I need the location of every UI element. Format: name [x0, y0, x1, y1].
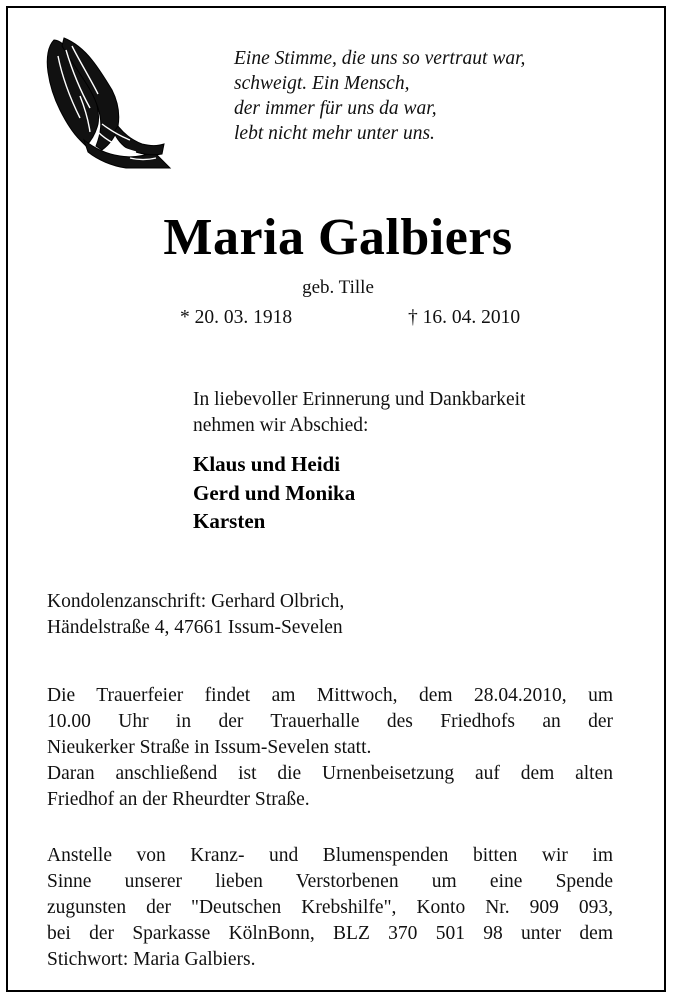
poem — [234, 46, 634, 146]
birth-date: * 20. 03. 1918 — [180, 307, 293, 328]
farewell-line: nehmen wir Abschied: — [193, 415, 369, 436]
donation-line: zugunsten der "Deutschen Krebshilfe", Konto Nr. 909 093, — [47, 897, 613, 918]
ceremony-line: Daran anschließend ist die Urnenbeisetzung auf dem alten — [47, 763, 613, 784]
ceremony-notice — [47, 683, 613, 813]
poem-line: schweigt. Ein Mensch, — [234, 73, 410, 94]
poem-line: Eine Stimme, die uns so vertraut war, — [234, 48, 526, 69]
donation-line: Anstelle von Kranz- und Blumenspenden bitten wir im — [47, 845, 613, 866]
mourner-name: Gerd und Monika — [193, 480, 356, 505]
mourner-name: Karsten — [193, 509, 266, 533]
mourners-list — [193, 450, 593, 536]
maiden-name: geb. Tille — [302, 277, 374, 298]
farewell-line: In liebevoller Erinnerung und Dankbarkeit — [193, 389, 526, 410]
donation-line: Stichwort: Maria Galbiers. — [47, 949, 256, 970]
poem-line: lebt nicht mehr unter uns. — [234, 123, 435, 144]
death-date: † 16. 04. 2010 — [408, 307, 521, 328]
ceremony-line: Friedhof an der Rheurdter Straße. — [47, 789, 310, 810]
donation-notice — [47, 843, 613, 973]
condolence-address — [47, 589, 613, 641]
condolence-line: Kondolenzanschrift: Gerhard Olbrich, — [47, 591, 345, 612]
ceremony-line: Die Trauerfeier findet am Mittwoch, dem 28.04.2010, um — [47, 685, 613, 706]
condolence-line: Händelstraße 4, 47661 Issum-Sevelen — [47, 617, 343, 638]
deceased-name: Maria Galbiers — [163, 209, 513, 266]
mourner-name: Klaus und Heidi — [193, 452, 341, 476]
ceremony-line: Nieukerker Straße in Issum-Sevelen statt. — [47, 737, 372, 758]
donation-line: Sinne unserer lieben Verstorbenen um eine Spende — [47, 871, 613, 892]
poem-line: der immer für uns da war, — [234, 98, 437, 119]
praying-hands-icon — [40, 36, 174, 170]
donation-line: bei der Sparkasse KölnBonn, BLZ 370 501 98 unter dem — [47, 923, 613, 944]
farewell-intro — [193, 387, 623, 439]
ceremony-line: 10.00 Uhr in der Trauerhalle des Friedhofs an der — [47, 711, 613, 732]
